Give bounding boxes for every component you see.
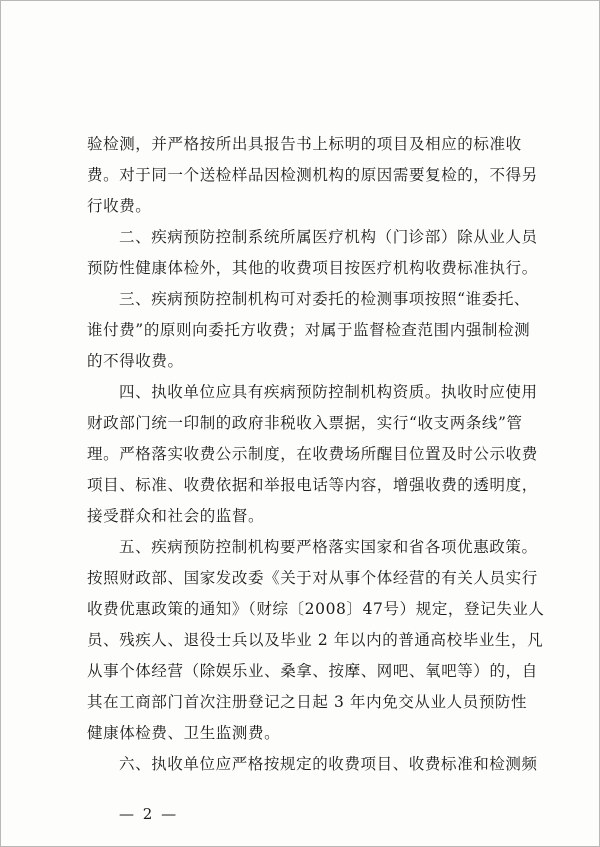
text-line: 费。对于同一个送检样品因检测机构的原因需要复检的，不得另 [87,166,538,184]
text-line: 的不得收费。 [87,352,184,370]
text-line: 财政部门统一印制的政府非税收入票据，实行“收支两条线”管 [87,414,523,432]
text-line: 预防性健康体检外，其他的收费项目按医疗机构收费标准执行。 [87,259,538,277]
text-line: 四、执收单位应具有疾病预防控制机构资质。执收时应使用 [119,383,538,401]
text-line: 从事个体经营（除娱乐业、桑拿、按摩、网吧、氧吧等）的，自 [87,662,538,680]
text-line: 接受群众和社会的监督。 [87,507,265,525]
text-line: 二、疾病预防控制系统所属医疗机构（门诊部）除从业人员 [119,228,538,246]
text-line: 验检测，并严格按所出具报告书上标明的项目及相应的标准收 [87,135,522,153]
text-line: 项目、标准、收费依据和举报电话等内容，增强收费的透明度， [87,476,538,494]
text-line: 理。严格落实收费公示制度，在收费场所醒目位置及时公示收费 [87,445,538,463]
text-line: 健康体检费、卫生监测费。 [87,724,281,742]
document-body [87,129,557,780]
text-line: 谁付费”的原则向委托方收费；对属于监督检查范围内强制检测 [87,321,531,339]
text-line: 六、执收单位应严格按规定的收费项目、收费标准和检测频 [119,755,538,773]
text-line: 收费优惠政策的通知》（财综〔2008〕47号）规定，登记失业人 [87,600,545,618]
text-line: 员、残疾人、退役士兵以及毕业 2 年以内的普通高校毕业生，凡 [87,631,544,649]
text-line: 按照财政部、国家发改委《关于对从事个体经营的有关人员实行 [87,569,538,587]
text-line: 五、疾病预防控制机构要严格落实国家和省各项优惠政策。 [119,538,538,556]
text-line: 其在工商部门首次注册登记之日起 3 年内免交从业人员预防性 [87,693,528,711]
text-line: 三、疾病预防控制机构可对委托的检测事项按照“谁委托、 [119,290,531,308]
text-line: 行收费。 [87,197,152,215]
page-number: — 2 — [119,805,179,823]
